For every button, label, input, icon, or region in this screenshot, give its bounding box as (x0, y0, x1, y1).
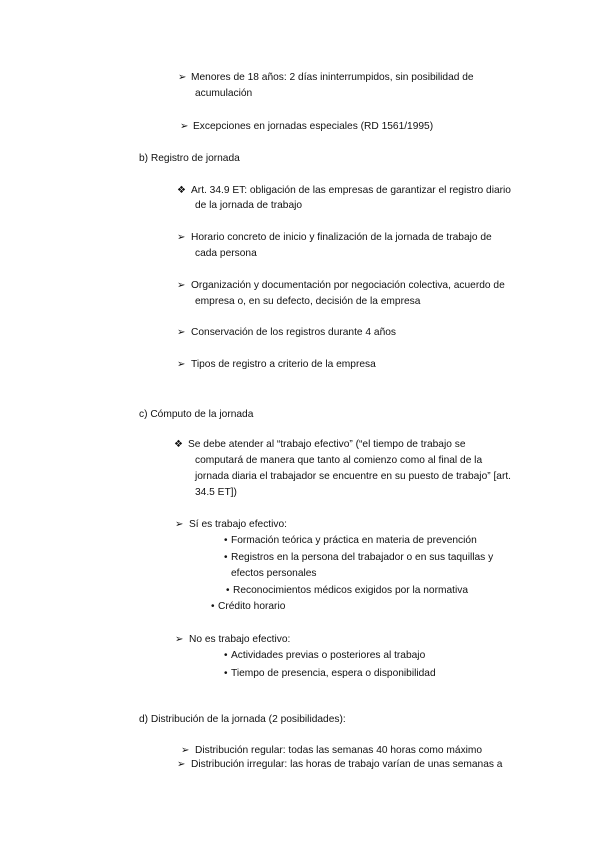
subsection-title: Sí es trabajo efectivo: (189, 519, 287, 530)
list-item-text: 34.5 ET]) (195, 487, 237, 498)
list-item-text: Distribución regular: todas las semanas 40 horas como máximo (195, 745, 483, 756)
list-item-text: de la jornada de trabajo (195, 200, 303, 211)
list-item-text: computará de manera que tanto al comienzo como al final de la (195, 455, 483, 466)
dot-bullet-icon: • (224, 668, 228, 679)
list-item-text: Excepciones en jornadas especiales (RD 1561/1995) (193, 121, 434, 132)
list-item-text: Formación teórica y práctica en materia de prevención (231, 535, 477, 546)
list-item-text: Reconocimientos médicos exigidos por la normativa (233, 585, 468, 596)
dot-bullet-icon: • (224, 552, 228, 563)
list-item-text: Tipos de registro a criterio de la empresa (191, 359, 376, 370)
list-item-text: jornada diaria el trabajador se encuentre en su puesto de trabajo” [art. (195, 471, 512, 482)
list-item-text: cada persona (195, 248, 257, 259)
list-item-text: Crédito horario (218, 601, 286, 612)
arrow-bullet-icon: ➢ (175, 634, 184, 645)
list-item-text: efectos personales (231, 568, 317, 579)
dot-bullet-icon: • (224, 535, 228, 546)
dot-bullet-icon: • (226, 585, 230, 596)
arrow-bullet-icon: ➢ (177, 759, 186, 770)
list-item-text: Menores de 18 años: 2 días ininterrumpidos, sin posibilidad de (191, 72, 474, 83)
list-item-text: Registros en la persona del trabajador o en sus taquillas y (231, 552, 494, 563)
section-heading: b) Registro de jornada (139, 153, 240, 164)
list-item-text: acumulación (195, 88, 253, 99)
arrow-bullet-icon: ➢ (178, 72, 187, 83)
list-item-text: Se debe atender al “trabajo efectivo” (“el tiempo de trabajo se (188, 439, 466, 450)
list-item-text: Organización y documentación por negociación colectiva, acuerdo de (191, 280, 505, 291)
list-item-text: Tiempo de presencia, espera o disponibilidad (231, 668, 436, 679)
arrow-bullet-icon: ➢ (175, 519, 184, 530)
list-item-text: Horario concreto de inicio y finalización de la jornada de trabajo de (191, 232, 492, 243)
list-item-text: Art. 34.9 ET: obligación de las empresas de garantizar el registro diario (191, 185, 511, 196)
dot-bullet-icon: • (211, 601, 215, 612)
section-heading: c) Cómputo de la jornada (139, 409, 254, 420)
list-item-text: empresa o, en su defecto, decisión de la empresa (195, 296, 421, 307)
arrow-bullet-icon: ➢ (180, 121, 189, 132)
diamond-bullet-icon: ❖ (174, 439, 183, 450)
list-item-text: Distribución irregular: las horas de trabajo varían de unas semanas a (191, 759, 503, 770)
list-item-text: Actividades previas o posteriores al trabajo (231, 650, 426, 661)
arrow-bullet-icon: ➢ (177, 232, 186, 243)
dot-bullet-icon: • (224, 650, 228, 661)
diamond-bullet-icon: ❖ (177, 185, 186, 196)
arrow-bullet-icon: ➢ (177, 327, 186, 338)
arrow-bullet-icon: ➢ (177, 359, 186, 370)
arrow-bullet-icon: ➢ (177, 280, 186, 291)
subsection-title: No es trabajo efectivo: (189, 634, 291, 645)
list-item-text: Conservación de los registros durante 4 años (191, 327, 396, 338)
arrow-bullet-icon: ➢ (181, 745, 190, 756)
section-heading: d) Distribución de la jornada (2 posibilidades): (139, 714, 346, 725)
